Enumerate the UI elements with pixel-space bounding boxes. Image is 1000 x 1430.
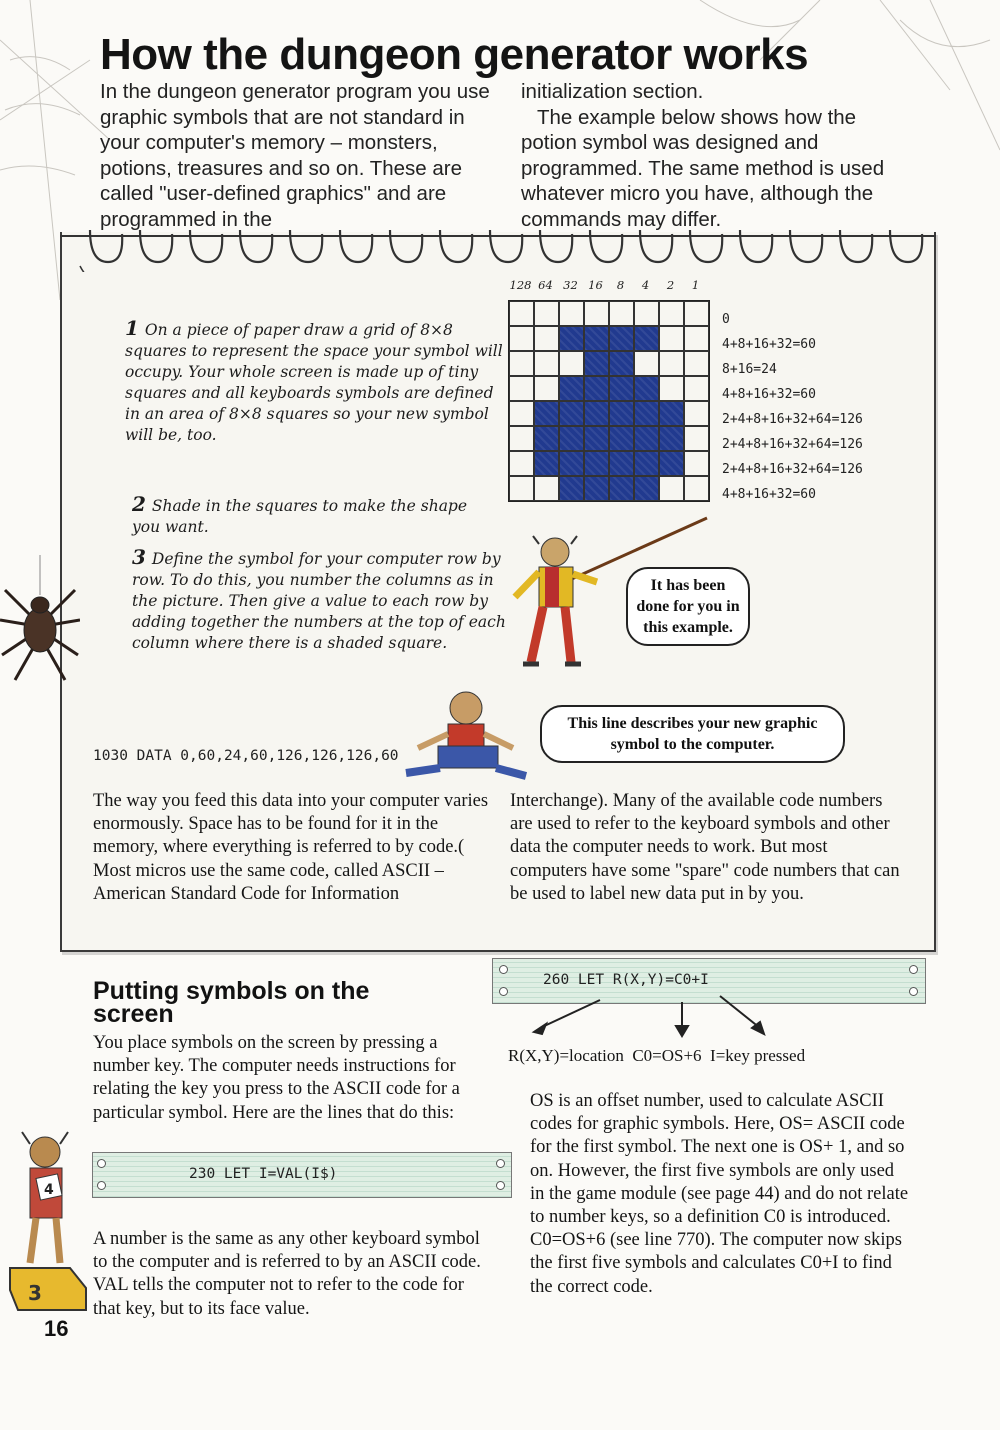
grid-cell-shaded (634, 426, 659, 451)
page-number: 16 (44, 1316, 69, 1341)
row-value: 2+4+8+16+32+64=126 (722, 437, 863, 452)
grid-cell (559, 301, 584, 326)
row-value: 2+4+8+16+32+64=126 (722, 412, 863, 427)
grid-cell-shaded (659, 451, 684, 476)
grid-cell-shaded (634, 326, 659, 351)
grid-cell (684, 301, 709, 326)
grid-cell (534, 376, 559, 401)
row-value: 8+16=24 (722, 362, 777, 377)
intro-left (100, 79, 495, 232)
grid-cell-shaded (584, 401, 609, 426)
column-header: 1 (691, 278, 700, 292)
grid-cell (684, 426, 709, 451)
grid-cell (659, 301, 684, 326)
step-2-number: 2 (132, 492, 146, 516)
grid-cell-shaded (584, 326, 609, 351)
grid-cell-shaded (609, 426, 634, 451)
grid-cell (534, 301, 559, 326)
strip-hole (909, 987, 918, 996)
grid-cell (534, 476, 559, 501)
intro-right-line: initialization section. (521, 80, 704, 103)
grid-cell-shaded (659, 426, 684, 451)
grid-cell (509, 451, 534, 476)
grid-cell (684, 351, 709, 376)
grid-cell-shaded (584, 376, 609, 401)
section-para-2: A number is the same as any other keyboard symbol to the computer and is referred to by an ASCII code. VAL tells the computer not to refer to the code for that key, but to its face value. (93, 1229, 481, 1319)
feed-text-left: The way you feed this data into your computer varies enormously. Space has to be found for it in the memory, where everything is referred to by code.( Most micros use the same code, called ASCII – American Standard Code for Information (93, 791, 489, 904)
spider-illustration (0, 555, 80, 695)
grid-cell-shaded (609, 476, 634, 501)
grid-cell (509, 426, 534, 451)
grid-cell (534, 351, 559, 376)
grid-cell-shaded (609, 451, 634, 476)
grid-cell-shaded (559, 476, 584, 501)
grid-cell-shaded (534, 401, 559, 426)
column-header: 2 (666, 278, 675, 292)
strip-hole (499, 987, 508, 996)
grid-cell-shaded (634, 401, 659, 426)
step-1 (125, 318, 510, 446)
strip-hole (97, 1159, 106, 1168)
column-header: 32 (563, 278, 578, 292)
grid-cell (684, 376, 709, 401)
grid-cell-shaded (634, 476, 659, 501)
grid-cell-shaded (609, 351, 634, 376)
grid-cell-shaded (634, 376, 659, 401)
grid-cell (684, 326, 709, 351)
row-value: 4+8+16+32=60 (722, 487, 816, 502)
column-header: 16 (588, 278, 603, 292)
grid-cell (584, 301, 609, 326)
spiral-binding (60, 226, 936, 272)
strip-hole (496, 1159, 505, 1168)
grid-cell-shaded (584, 351, 609, 376)
grid-cell-shaded (559, 426, 584, 451)
intro-left-text: In the dungeon generator program you use graphic symbols that are not standard in your computer's memory – monsters, potions, treasures and so on. These are called "user-defined graphics" and are programmed in the (100, 80, 490, 231)
section-para-1: You place symbols on the screen by pressing a number key. The computer needs instructions for relating the key you press to the ASCII code for a particular symbol. Here are the lines that do this: (93, 1033, 460, 1123)
grid-cell (509, 476, 534, 501)
page-title: How the dungeon generator works (100, 30, 809, 79)
grid-cell (634, 301, 659, 326)
section-heading-line1: Putting symbols on the (93, 977, 370, 1005)
grid-cell-shaded (559, 376, 584, 401)
grid-cell-shaded (634, 451, 659, 476)
grid-cell (659, 376, 684, 401)
column-header: 128 (509, 278, 532, 292)
grid-cell-shaded (609, 376, 634, 401)
grid-cell (509, 376, 534, 401)
grid-column-headers (508, 278, 708, 292)
code-260: 260 LET R(X,Y)=C0+I (543, 972, 709, 988)
grid-cell (559, 351, 584, 376)
grid-cell-shaded (534, 451, 559, 476)
step-3-text: Define the symbol for your computer row by row. To do this, you number the columns as in the picture. Then give a value to each row by adding together the numbers at the top of each column where there is a shaded square. (132, 550, 506, 652)
column-header: 4 (641, 278, 650, 292)
grid-cell-shaded (534, 426, 559, 451)
strip-hole (909, 965, 918, 974)
grid-cell-shaded (609, 401, 634, 426)
grid-cell (509, 326, 534, 351)
code-230: 230 LET I=VAL(I$) (189, 1166, 338, 1182)
step-3-number: 3 (132, 545, 146, 569)
grid-cell (684, 401, 709, 426)
column-header: 8 (616, 278, 625, 292)
grid-cell (509, 351, 534, 376)
column-header: 64 (538, 278, 553, 292)
section-para-3: OS is an offset number, used to calculate ASCII codes for graphic symbols. Here, OS= ASCII code for the first symbol. The next one is OS+ 1, and so on. However, the first five symbols are only used in the game module (see page 44) and do not relate to number keys, so a definition C0 is introduced. C0=OS+6 (see line 770). The computer now skips the first five symbols and calculates C0+I to find the correct code. (530, 1091, 909, 1297)
symbol-grid (508, 300, 710, 502)
speech-bubble-done: It has been done for you in this example. (626, 567, 750, 646)
grid-cell (609, 301, 634, 326)
grid-cell-shaded (584, 476, 609, 501)
grid-cell-shaded (559, 451, 584, 476)
key-goblin-illustration (0, 1128, 95, 1313)
sign-label: 4 (44, 1182, 54, 1198)
grid-cell (509, 301, 534, 326)
intro-right (521, 79, 916, 232)
feed-text-right: Interchange). Many of the available code numbers are used to refer to the keyboard symbols and other data the computer needs to work. But most computers have some "spare" code numbers that can be used to label new data put in by you. (510, 791, 900, 904)
step-2 (132, 494, 492, 538)
code-legend: R(X,Y)=location C0=OS+6 I=key pressed (508, 1046, 806, 1065)
step-3 (132, 547, 507, 654)
grid-cell-shaded (584, 426, 609, 451)
step-2-text: Shade in the squares to make the shape you want. (132, 497, 468, 536)
strip-hole (499, 965, 508, 974)
section-heading-line2: screen (93, 1000, 174, 1028)
strip-hole (496, 1181, 505, 1190)
code-arrows (520, 990, 800, 1040)
section-heading (93, 977, 370, 1028)
row-value: 4+8+16+32=60 (722, 387, 816, 402)
row-value: 0 (722, 312, 730, 327)
row-value: 2+4+8+16+32+64=126 (722, 462, 863, 477)
grid-cell (534, 326, 559, 351)
grid-cell-shaded (559, 326, 584, 351)
grid-cell (634, 351, 659, 376)
step-1-number: 1 (125, 316, 139, 340)
speech-bubble-describes: This line describes your new graphic symbol to the computer. (540, 705, 845, 763)
grid-cell (659, 476, 684, 501)
row-value: 4+8+16+32=60 (722, 337, 816, 352)
intro-right-para: The example below shows how the potion symbol was designed and programmed. The same method is used whatever micro you have, although the commands may differ. (521, 105, 885, 231)
strip-hole (97, 1181, 106, 1190)
grid-cell (684, 476, 709, 501)
grid-cell (659, 351, 684, 376)
grid-cell-shaded (609, 326, 634, 351)
key-label: 3 (28, 1281, 42, 1305)
grid-cell (509, 401, 534, 426)
grid-cell-shaded (559, 401, 584, 426)
code-strip-230 (92, 1152, 512, 1198)
step-1-text: On a piece of paper draw a grid of 8×8 squares to represent the space your symbol will occupy. Your whole screen is made up of tiny squares and all keyboards symbols are defined in an area of 8×8 squares so your new symbol will be, too. (125, 321, 503, 444)
data-line: 1030 DATA 0,60,24,60,126,126,126,60 (93, 748, 399, 764)
grid-cell-shaded (659, 401, 684, 426)
grid-cell-shaded (584, 451, 609, 476)
goblin-illustration (398, 688, 533, 783)
grid-cell (684, 451, 709, 476)
grid-cell (659, 326, 684, 351)
